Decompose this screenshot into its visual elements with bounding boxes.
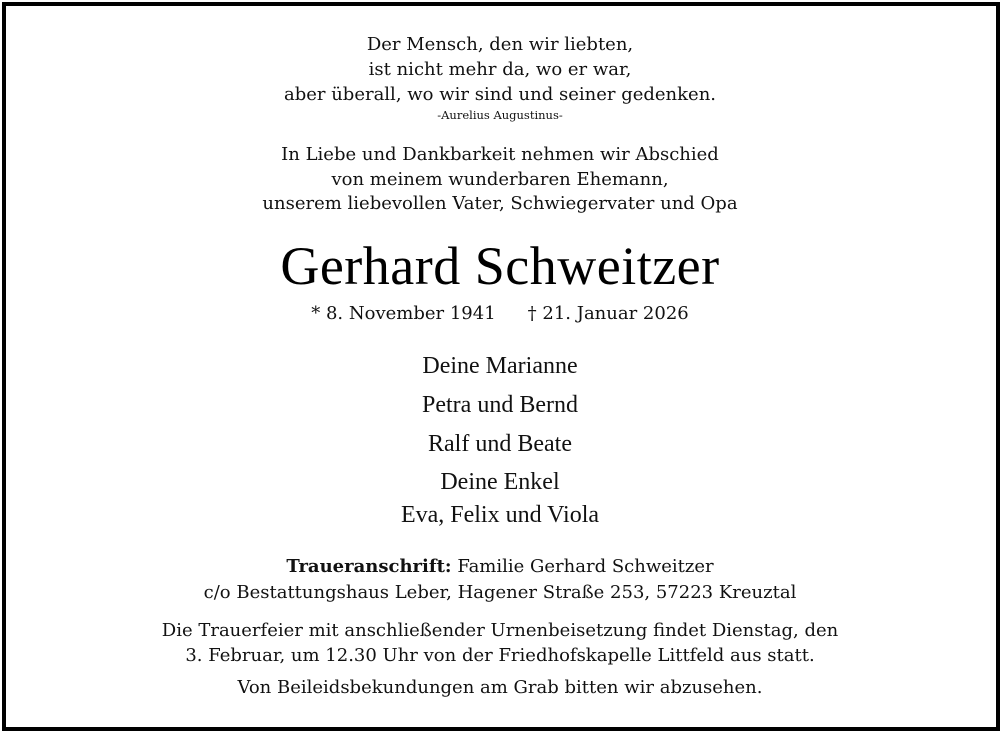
deceased-name: Gerhard Schweitzer [280, 236, 720, 296]
family-member: Deine Marianne [422, 353, 578, 379]
death-date: † 21. Januar 2026 [527, 303, 689, 324]
intro-line: In Liebe und Dankbarkeit nehmen wir Abschied [281, 144, 719, 165]
intro-line: von meinem wunderbaren Ehemann, [331, 169, 669, 190]
address-line-2: c/o Bestattungshaus Leber, Hagener Straße 253, 57223 Kreuztal [203, 582, 797, 603]
birth-date: * 8. November 1941 [311, 303, 496, 324]
family-member: Petra und Bernd [422, 392, 578, 418]
quote-author: -Aurelius Augustinus- [437, 108, 563, 122]
quote-line: ist nicht mehr da, wo er war, [368, 59, 632, 80]
address-label: Traueranschrift: [286, 556, 452, 577]
ceremony-line: Die Trauerfeier mit anschließender Urnenbeisetzung findet Dienstag, den [161, 620, 839, 641]
family-member: Deine Enkel [440, 469, 560, 495]
condolence-note: Von Beileidsbekundungen am Grab bitten wir abzusehen. [237, 677, 763, 698]
family-member: Eva, Felix und Viola [400, 502, 600, 528]
ceremony-line: 3. Februar, um 12.30 Uhr von der Friedhofskapelle Littfeld aus statt. [185, 645, 815, 666]
life-dates [0, 303, 1000, 325]
family-member: Ralf und Beate [428, 431, 572, 457]
address-line-1 [0, 556, 1000, 578]
intro-line: unserem liebevollen Vater, Schwiegervater und Opa [262, 193, 738, 214]
quote-line: Der Mensch, den wir liebten, [366, 34, 634, 55]
address-recipient: Familie Gerhard Schweitzer [457, 556, 714, 577]
quote-line: aber überall, wo wir sind und seiner gedenken. [283, 84, 717, 105]
